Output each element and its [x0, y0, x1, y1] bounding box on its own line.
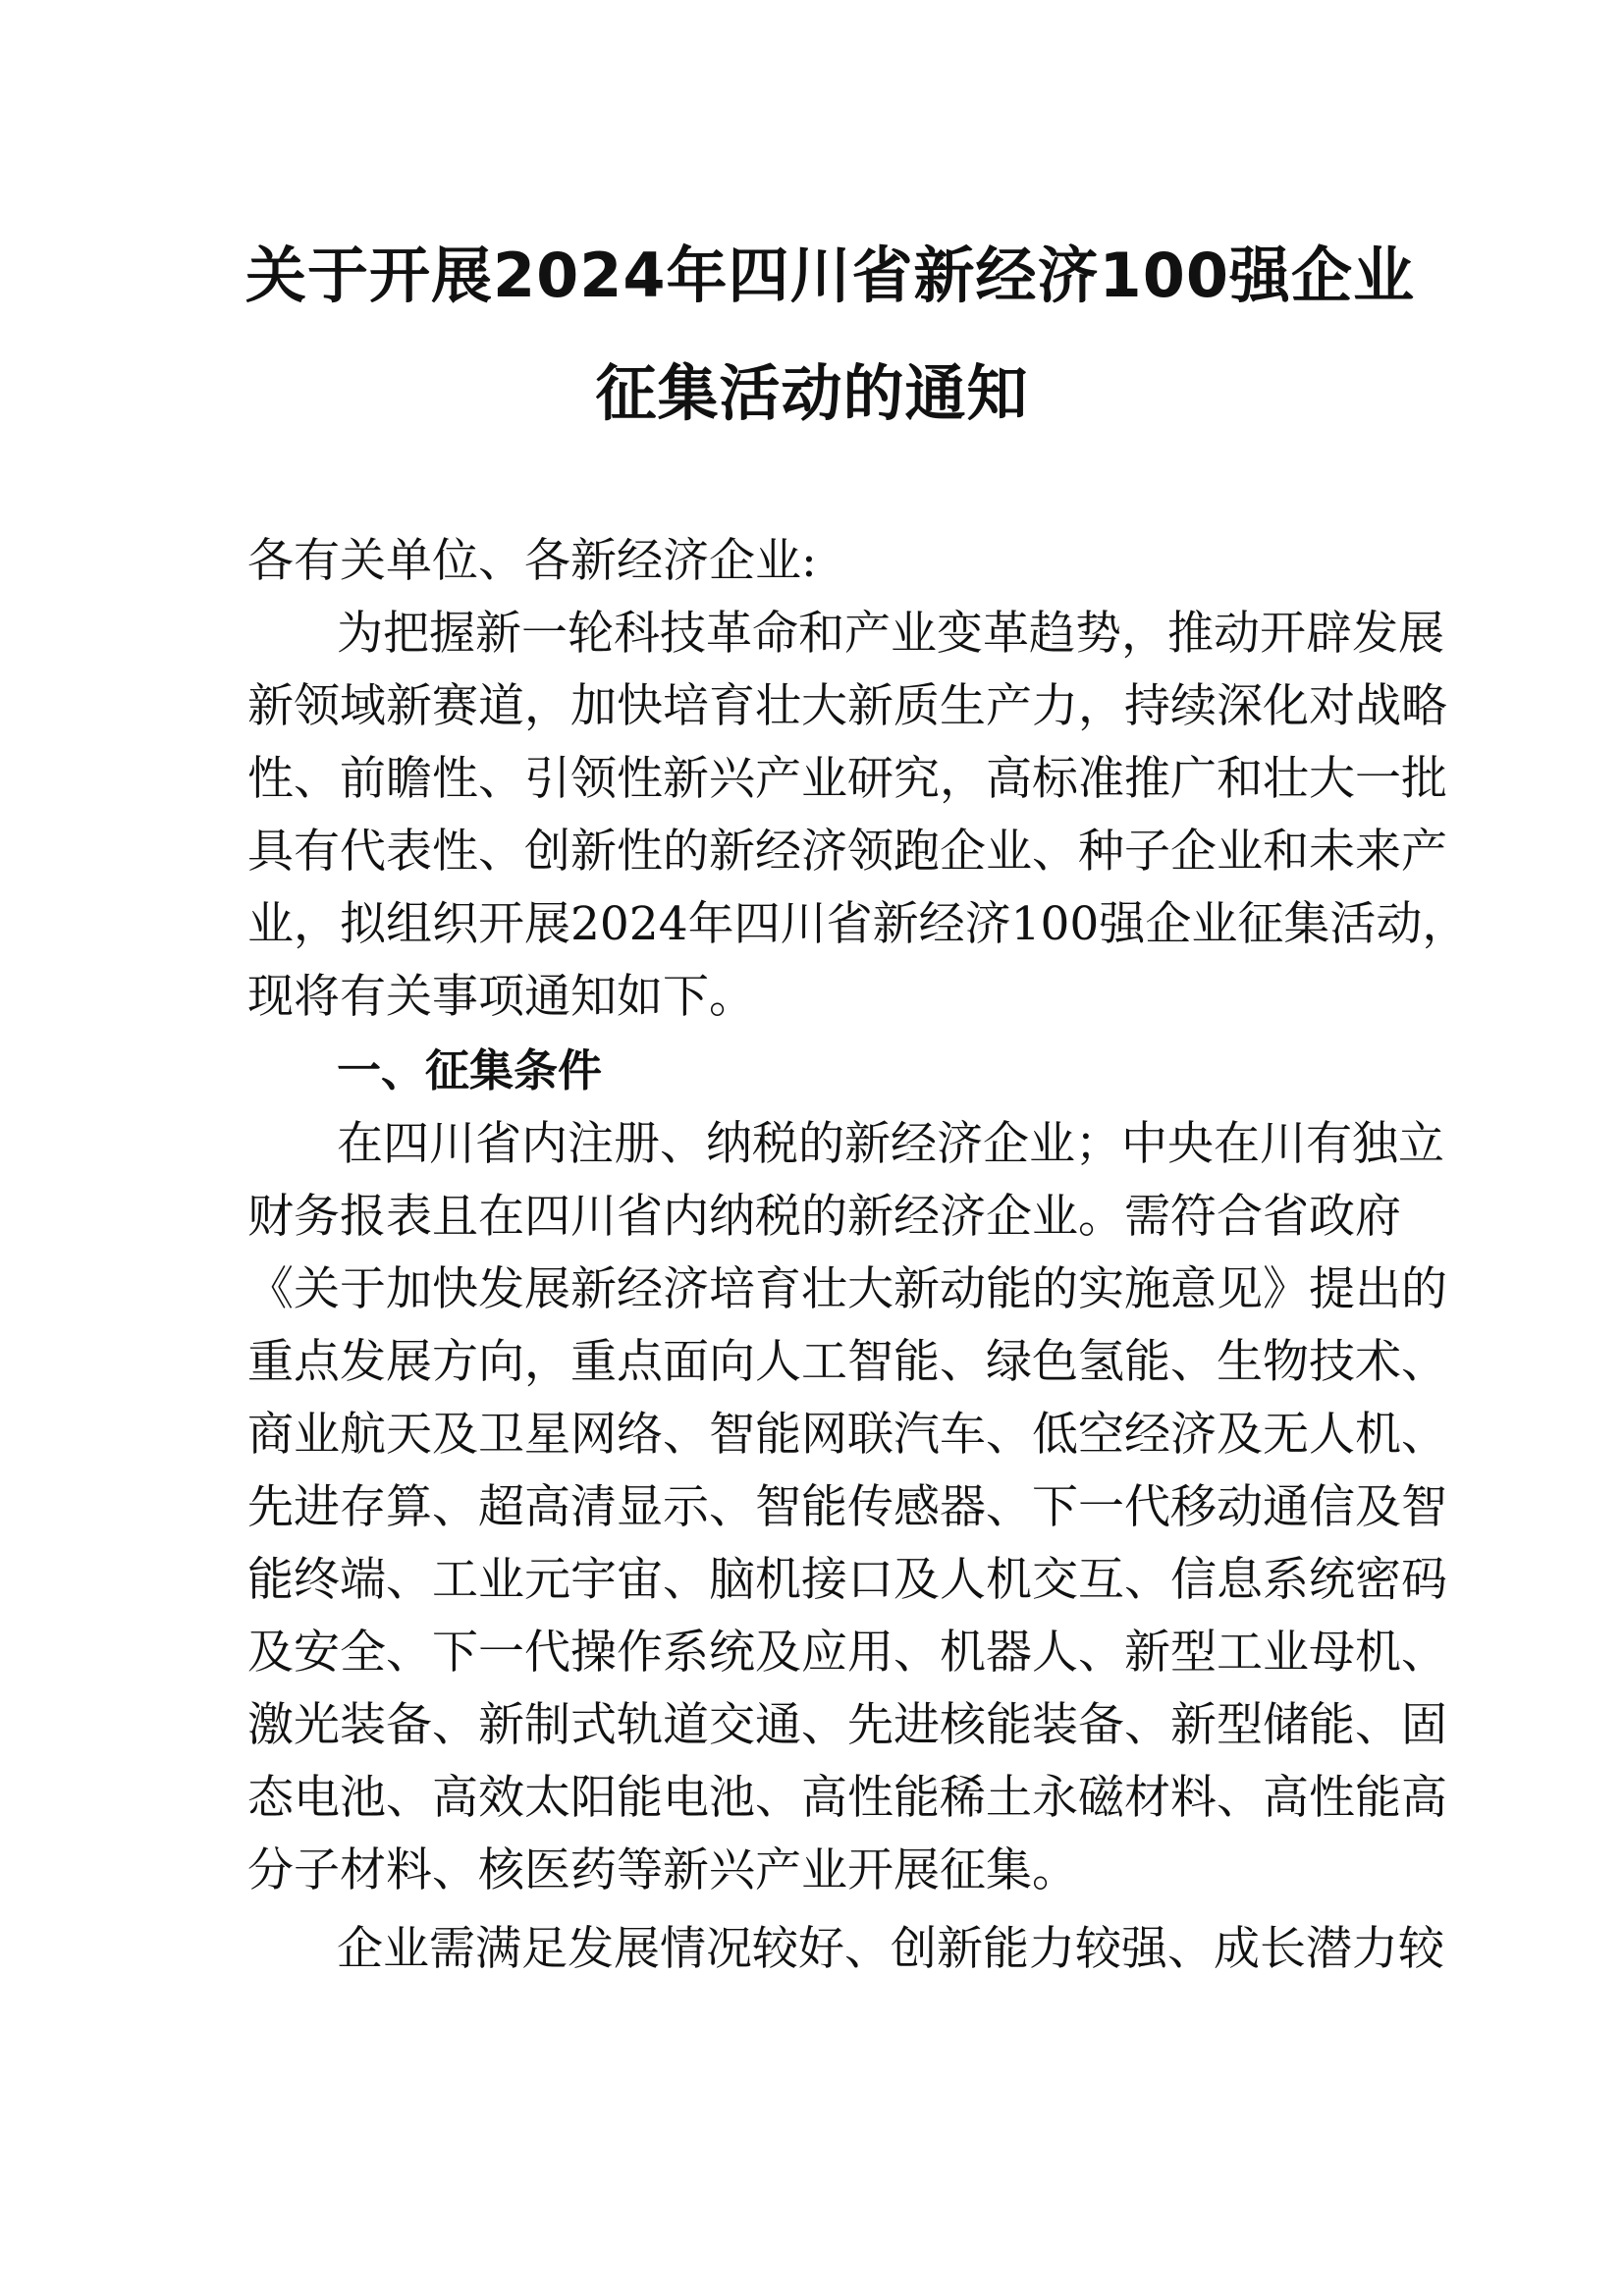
paragraph-line: 激光装备、新制式轨道交通、先进核能装备、新型储能、固 [247, 1698, 1447, 1752]
paragraph-line: 重点发展方向，重点面向人工智能、绿色氢能、生物技术、 [247, 1335, 1447, 1389]
paragraph-line: 新领域新赛道，加快培育壮大新质生产力，持续深化对战略 [247, 679, 1447, 733]
paragraph-line: 分子材料、核医药等新兴产业开展征集。 [247, 1843, 1078, 1897]
document-title-line-2: 征集活动的通知 [595, 357, 1029, 429]
paragraph-line: 先进存算、超高清显示、智能传感器、下一代移动通信及智 [247, 1480, 1447, 1534]
paragraph-line: 现将有关事项通知如下。 [247, 970, 755, 1024]
paragraph-line: 企业需满足发展情况较好、创新能力较强、成长潜力较 [337, 1922, 1444, 1976]
paragraph-line: 在四川省内注册、纳税的新经济企业；中央在川有独立 [337, 1117, 1444, 1171]
paragraph-line: 能终端、工业元宇宙、脑机接口及人机交互、信息系统密码 [247, 1553, 1447, 1607]
paragraph-line: 及安全、下一代操作系统及应用、机器人、新型工业母机、 [247, 1626, 1447, 1680]
paragraph-line: 财务报表且在四川省内纳税的新经济企业。需符合省政府 [247, 1190, 1401, 1244]
paragraph-line: 性、前瞻性、引领性新兴产业研究，高标准推广和壮大一批 [247, 752, 1447, 806]
paragraph-line: 具有代表性、创新性的新经济领跑企业、种子企业和未来产 [247, 825, 1447, 879]
paragraph-line: 态电池、高效太阳能电池、高性能稀土永磁材料、高性能高 [247, 1771, 1447, 1825]
salutation: 各有关单位、各新经济企业: [247, 534, 817, 588]
document-title-line-1: 关于开展2024年四川省新经济100强企业 [245, 240, 1415, 311]
paragraph-line: 《关于加快发展新经济培育壮大新动能的实施意见》提出的 [247, 1262, 1447, 1316]
paragraph-line: 商业航天及卫星网络、智能网联汽车、低空经济及无人机、 [247, 1408, 1447, 1462]
section-heading: 一、征集条件 [337, 1044, 603, 1096]
paragraph-line: 业，拟组织开展2024年四川省新经济100强企业征集活动， [247, 897, 1469, 951]
paragraph-line: 为把握新一轮科技革命和产业变革趋势，推动开辟发展 [337, 607, 1444, 661]
